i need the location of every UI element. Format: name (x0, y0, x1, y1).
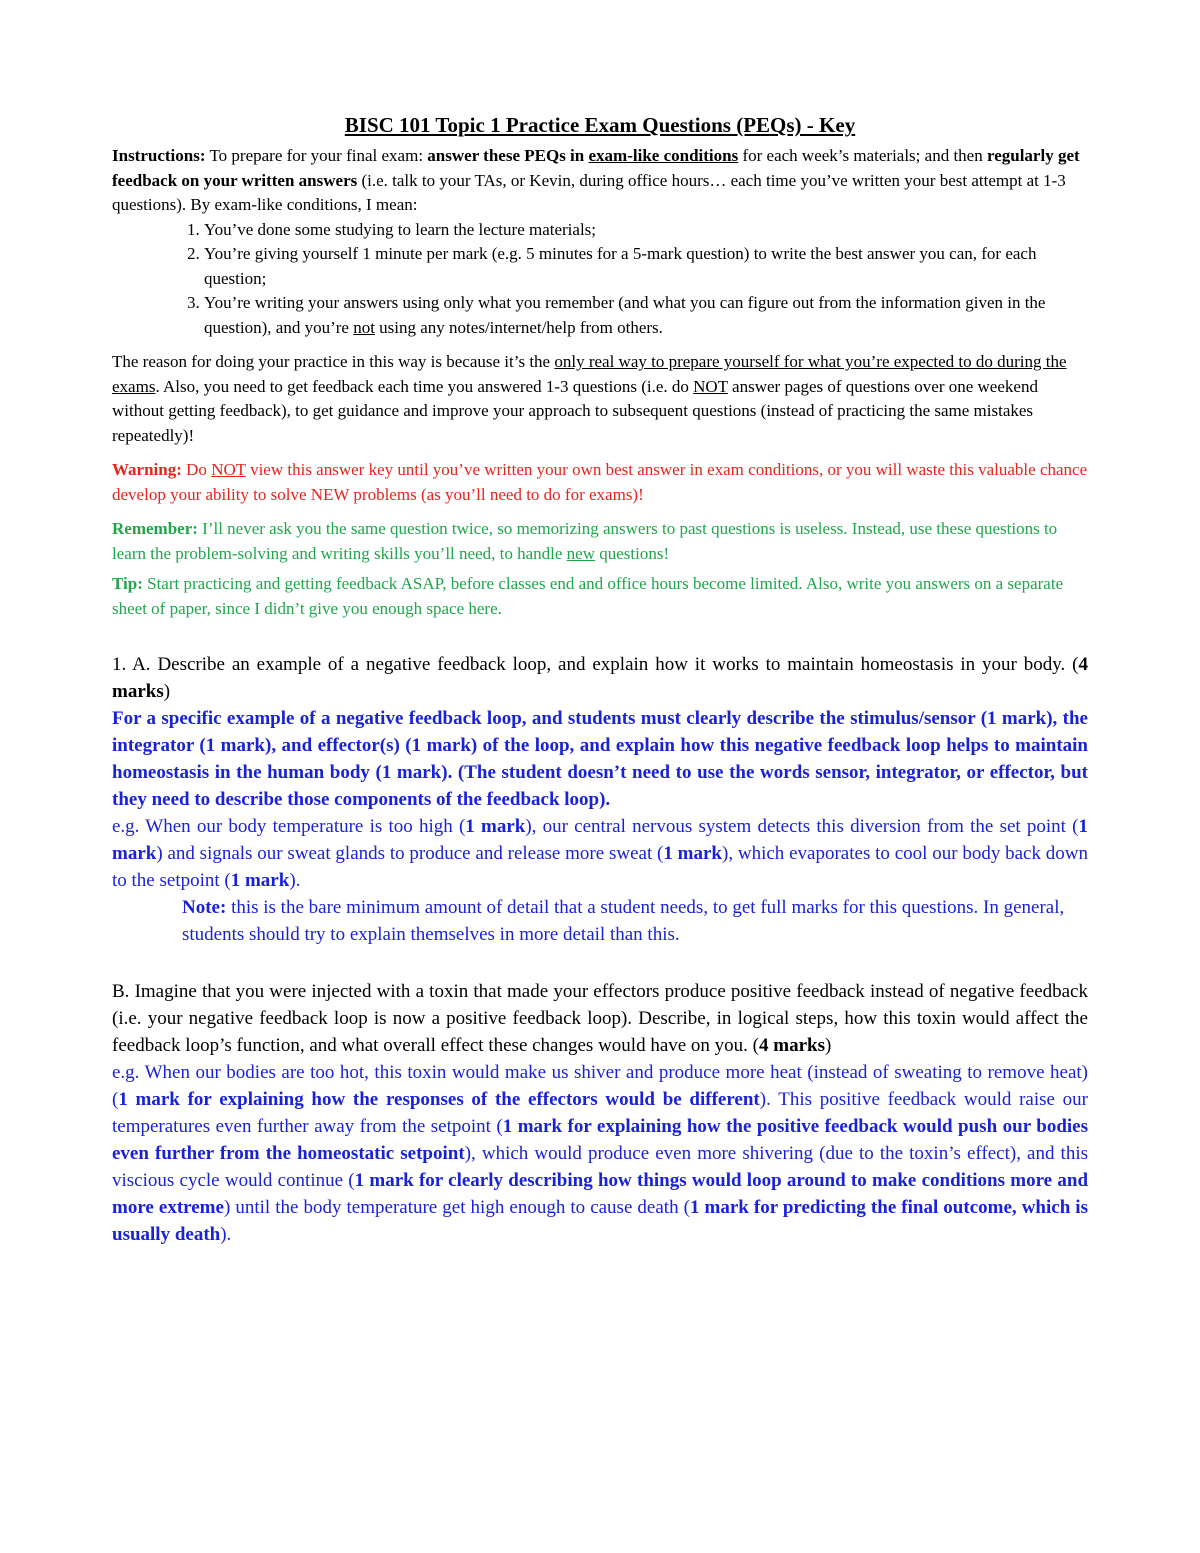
warning-text: Do (181, 460, 212, 479)
question-1a-note (112, 894, 1088, 948)
reason-text: The reason for doing your practice in this way is because it’s the (112, 352, 555, 371)
answer-text: e.g. When our body temperature is too high ( (112, 816, 466, 837)
instructions-text: (i.e. talk to your TAs, or Kevin, during office hours… each time you’ve written your best attempt at 1-3 questions). By exam-like conditions, I mean: (112, 170, 1066, 214)
instructions-text: for each week’s materials; and then (738, 146, 987, 165)
reason-emphasis: only real way to prepare yourself for what you’re expected to do during the exams (112, 352, 1067, 396)
answer-text: ), our central nervous system detects this diversion from the set point ( (525, 816, 1079, 837)
instructions-label: Instructions: (112, 146, 206, 165)
answer-mark: 1 mark (112, 816, 1088, 864)
list-item: 2. You’re giving yourself 1 minute per mark (e.g. 5 minutes for a 5-mark question) to write the best answer you can, for each question; (204, 242, 1088, 291)
question-1b-text (112, 978, 1088, 1059)
reason-paragraph (112, 350, 1088, 448)
answer-mark: 1 mark for explaining how the positive feedback would push our bodies even further from the homeostatic setpoint (112, 1116, 1088, 1164)
answer-text: ) and signals our sweat glands to produce and release more sweat ( (156, 843, 664, 864)
note-text: this is the bare minimum amount of detail that a student needs, to get full marks for this questions. In general, students should try to explain themselves in more detail than this. (182, 897, 1065, 945)
answer-mark: 1 mark for predicting the final outcome, which is usually death (112, 1197, 1088, 1245)
answer-mark: 1 mark for clearly describing how things would loop around to make conditions more and more extreme (112, 1170, 1089, 1218)
remember-paragraph (112, 517, 1088, 566)
instructions-bold: answer these PEQs in (427, 146, 589, 165)
instructions (112, 144, 1088, 340)
answer-text: ). (220, 1224, 232, 1245)
question-1a-text (112, 651, 1088, 705)
answer-text: ). (289, 870, 301, 891)
note-label: Note: (182, 897, 227, 918)
instructions-bold: regularly get feedback on your written answers (112, 146, 1080, 190)
question-marks: 4 marks (759, 1035, 825, 1056)
answer-mark: 1 mark (230, 870, 290, 891)
reason-text: answer pages of questions over one weekend without getting feedback), to get guidance and improve your approach to subsequent questions (instead of practicing the same mistakes repeatedly)! (112, 376, 1038, 445)
tip-paragraph (112, 572, 1088, 621)
question-1b-answer (112, 1059, 1088, 1248)
remember-text: I’ll never ask you the same question twice, so memorizing answers to past questions is useless. Instead, use these questions to learn the problem-solving and writing skills you’ll need, to handle (112, 519, 1058, 563)
instructions-bold-underline: exam-like conditions (588, 146, 739, 165)
conditions-list (112, 218, 1088, 341)
question-1a-example (112, 813, 1088, 894)
instructions-text: To prepare for your final exam: (205, 146, 428, 165)
question-text: ) (825, 1035, 832, 1056)
warning-paragraph (112, 458, 1088, 507)
reason-emphasis: NOT (693, 376, 728, 396)
rubric-text: For a specific example of a negative feedback loop, and students must clearly describe the stimulus/sensor (1 mark), the integrator (1 mark), and effector(s) (1 mark) of the loop, and explain how this negative feedback loop helps to maintain homeostasis in the human body (1 mark). (The student doesn’t need to use the words sensor, integrator, or effector, but they need to describe those components of the feedback loop). (112, 708, 1088, 810)
question-marks: 4 marks (112, 654, 1088, 702)
answer-text: ). This positive feedback would raise our temperatures even further away from the setpoint ( (112, 1089, 1088, 1137)
answer-mark: 1 mark for explaining how the responses of the effectors would be different (118, 1089, 760, 1110)
answer-mark: 1 mark (663, 843, 722, 864)
list-item (204, 291, 1088, 340)
question-text: ) (163, 681, 171, 702)
remember-emphasis: new (566, 543, 595, 563)
tip-label: Tip: (112, 574, 143, 593)
warning-text: view this answer key until you’ve written your own best answer in exam conditions, or you will waste this valuable chance develop your ability to solve NEW problems (as you’ll need to do for exams)! (112, 460, 1088, 504)
question-1a-rubric (112, 705, 1088, 813)
tip-text: Start practicing and getting feedback ASAP, before classes end and office hours become limited. Also, write you answers on a separate sheet of paper, since I didn’t give you enough space here. (112, 574, 1064, 618)
page-title: BISC 101 Topic 1 Practice Exam Questions (PEQs) - Key (344, 113, 856, 137)
reason-text: . Also, you need to get feedback each time you answered 1-3 questions (i.e. do (155, 376, 694, 396)
remember-text: questions! (595, 543, 670, 563)
question-text: 1. A. Describe an example of a negative feedback loop, and explain how it works to maintain homeostasis in your body. ( (112, 654, 1079, 675)
answer-text: ), which evaporates to cool our body back down to the setpoint ( (112, 843, 1089, 891)
list-item-text: You’re writing your answers using only what you remember (and what you can figure out from the information given in the question), and you’re (204, 293, 1046, 337)
remember-label: Remember: (112, 519, 198, 538)
list-item-text: using any notes/internet/help from others. (374, 317, 663, 337)
list-item: 1. You’ve done some studying to learn the lecture materials; (204, 218, 1088, 243)
question-text: B. Imagine that you were injected with a toxin that made your effectors produce positive feedback instead of negative feedback (i.e. your negative feedback loop is now a positive feedback loop). Describe, in logical steps, how this toxin would affect the feedback loop’s function, and what overall effect these changes would have on you. ( (112, 981, 1088, 1056)
warning-emphasis: NOT (211, 460, 246, 479)
question-1a (112, 651, 1088, 948)
answer-text: e.g. When our bodies are too hot, this toxin would make us shiver and produce more heat (instead of sweating to remove heat) ( (112, 1062, 1088, 1110)
warning-label: Warning: (112, 460, 182, 479)
list-item-emphasis: not (353, 317, 375, 337)
answer-text: ), which would produce even more shivering (due to the toxin’s effect), and this viscious cycle would continue ( (112, 1143, 1089, 1191)
answer-mark: 1 mark (465, 816, 526, 837)
document-page (112, 112, 1088, 1248)
answer-text: ) until the body temperature get high enough to cause death ( (223, 1197, 690, 1218)
question-1b (112, 978, 1088, 1248)
